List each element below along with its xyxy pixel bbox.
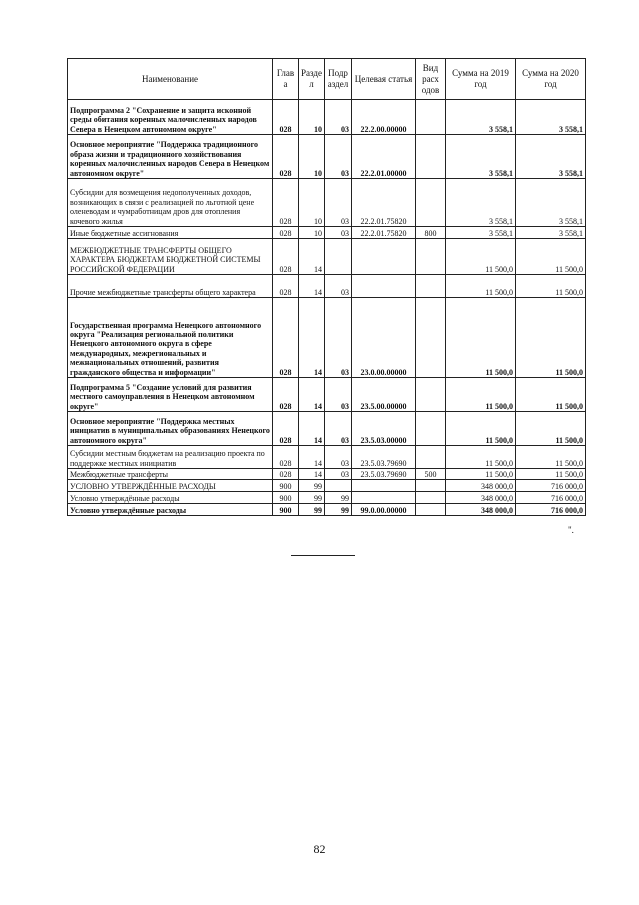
header-subsection: Подр аздел — [325, 59, 352, 100]
row-sum-2020: 716 000,0 — [516, 492, 586, 504]
row-target: 23.5.03.79690 — [352, 446, 416, 469]
row-subsection: 03 — [325, 412, 352, 446]
table-row — [68, 239, 586, 275]
row-target: 23.5.03.00000 — [352, 412, 416, 446]
row-name: Субсидии для возмещения недополученных доходов, возникающих в связи с реализацией по льготной цене оленеводам и чумработницам дров для отопления кочевого жилья — [68, 179, 273, 227]
row-kind — [416, 412, 446, 446]
row-name: Основное мероприятие "Поддержка традиционного образа жизни и традиционного хозяйствования коренных малочисленных народов Севера в Ненецком автономном округе" — [68, 135, 273, 179]
row-sum-2020: 11 500,0 — [516, 239, 586, 275]
row-target: 23.0.00.00000 — [352, 298, 416, 378]
row-chapter: 028 — [273, 239, 299, 275]
row-chapter: 028 — [273, 378, 299, 412]
row-sum-2020: 11 500,0 — [516, 378, 586, 412]
row-sum-2019: 3 558,1 — [446, 227, 516, 239]
row-target: 22.2.01.75820 — [352, 179, 416, 227]
row-kind — [416, 275, 446, 298]
row-chapter: 028 — [273, 446, 299, 469]
row-subsection: 03 — [325, 378, 352, 412]
row-sum-2019: 11 500,0 — [446, 239, 516, 275]
row-section: 10 — [299, 227, 325, 239]
header-sum-2019: Сумма на 2019 год — [446, 59, 516, 100]
row-name: Условно утверждённые расходы — [68, 492, 273, 504]
row-chapter: 900 — [273, 504, 299, 516]
row-kind — [416, 135, 446, 179]
row-kind — [416, 239, 446, 275]
row-sum-2020: 11 500,0 — [516, 469, 586, 480]
budget-table — [67, 58, 586, 516]
row-chapter: 028 — [273, 412, 299, 446]
row-subsection: 03 — [325, 298, 352, 378]
row-subsection: 03 — [325, 227, 352, 239]
row-section: 99 — [299, 480, 325, 492]
row-sum-2020: 3 558,1 — [516, 135, 586, 179]
row-kind — [416, 179, 446, 227]
row-kind — [416, 298, 446, 378]
row-sum-2020: 11 500,0 — [516, 446, 586, 469]
row-name: Субсидии местным бюджетам на реализацию проекта по поддержке местных инициатив — [68, 446, 273, 469]
row-section: 99 — [299, 504, 325, 516]
row-name: Подпрограмма 5 "Создание условий для развития местного самоуправления в Ненецком автономном округе" — [68, 378, 273, 412]
row-subsection: 03 — [325, 179, 352, 227]
row-subsection: 03 — [325, 135, 352, 179]
row-name: Условно утверждённые расходы — [68, 504, 273, 516]
row-sum-2019: 348 000,0 — [446, 504, 516, 516]
page-number: 82 — [313, 842, 326, 856]
row-chapter: 028 — [273, 298, 299, 378]
table-row — [68, 135, 586, 179]
row-name: УСЛОВНО УТВЕРЖДЁННЫЕ РАСХОДЫ — [68, 480, 273, 492]
header-name: Наименование — [68, 59, 273, 100]
row-sum-2020: 3 558,1 — [516, 179, 586, 227]
row-subsection — [325, 239, 352, 275]
row-subsection: 03 — [325, 100, 352, 135]
row-subsection: 03 — [325, 469, 352, 480]
row-subsection: 03 — [325, 446, 352, 469]
row-sum-2020: 716 000,0 — [516, 480, 586, 492]
row-section: 14 — [299, 298, 325, 378]
row-target: 23.5.03.79690 — [352, 469, 416, 480]
row-target: 23.5.00.00000 — [352, 378, 416, 412]
table-row — [68, 469, 586, 480]
row-name: Подпрограмма 2 "Сохранение и защита исконной среды обитания коренных малочисленных народов Севера в Ненецком автономном округе" — [68, 100, 273, 135]
row-section: 14 — [299, 469, 325, 480]
row-name: Государственная программа Ненецкого автономного округа "Реализация региональной политики Ненецкого автономного округа в сфере международных, межрегиональных и межнациональных отношений, развития гражданского общества и информации" — [68, 298, 273, 378]
row-chapter: 900 — [273, 492, 299, 504]
row-name: Межбюджетные трансферты — [68, 469, 273, 480]
row-sum-2019: 348 000,0 — [446, 480, 516, 492]
closing-quote-mark: ". — [568, 525, 574, 535]
row-chapter: 900 — [273, 480, 299, 492]
row-chapter: 028 — [273, 469, 299, 480]
row-target: 22.2.00.00000 — [352, 100, 416, 135]
header-kind: Вид расх одов — [416, 59, 446, 100]
row-subsection: 99 — [325, 492, 352, 504]
header-sum-2020: Сумма на 2020 год — [516, 59, 586, 100]
row-chapter: 028 — [273, 100, 299, 135]
row-sum-2019: 3 558,1 — [446, 179, 516, 227]
row-sum-2019: 348 000,0 — [446, 492, 516, 504]
row-chapter: 028 — [273, 275, 299, 298]
table-row — [68, 492, 586, 504]
table-row — [68, 480, 586, 492]
row-sum-2020: 3 558,1 — [516, 227, 586, 239]
header-chapter: Глав а — [273, 59, 299, 100]
row-target — [352, 492, 416, 504]
row-name: МЕЖБЮДЖЕТНЫЕ ТРАНСФЕРТЫ ОБЩЕГО ХАРАКТЕРА БЮДЖЕТАМ БЮДЖЕТНОЙ СИСТЕМЫ РОССИЙСКОЙ ФЕДЕРАЦИИ — [68, 239, 273, 275]
table-row — [68, 179, 586, 227]
divider-rule — [291, 555, 355, 556]
row-section: 14 — [299, 275, 325, 298]
table-row — [68, 227, 586, 239]
row-subsection: 99 — [325, 504, 352, 516]
row-sum-2020: 11 500,0 — [516, 298, 586, 378]
row-section: 10 — [299, 100, 325, 135]
header-target: Целевая статья — [352, 59, 416, 100]
row-kind — [416, 100, 446, 135]
row-sum-2019: 11 500,0 — [446, 446, 516, 469]
row-target — [352, 480, 416, 492]
table-row — [68, 378, 586, 412]
row-sum-2019: 3 558,1 — [446, 100, 516, 135]
row-target — [352, 275, 416, 298]
row-sum-2019: 11 500,0 — [446, 412, 516, 446]
row-sum-2019: 11 500,0 — [446, 469, 516, 480]
row-sum-2020: 3 558,1 — [516, 100, 586, 135]
row-section: 14 — [299, 378, 325, 412]
table-row — [68, 298, 586, 378]
row-sum-2019: 3 558,1 — [446, 135, 516, 179]
row-section: 99 — [299, 492, 325, 504]
row-kind: 500 — [416, 469, 446, 480]
row-chapter: 028 — [273, 227, 299, 239]
row-section: 14 — [299, 239, 325, 275]
row-kind: 800 — [416, 227, 446, 239]
header-row — [68, 59, 586, 100]
row-name: Прочие межбюджетные трансферты общего характера — [68, 275, 273, 298]
row-target: 22.2.01.75820 — [352, 227, 416, 239]
row-section: 10 — [299, 135, 325, 179]
table-row — [68, 100, 586, 135]
row-kind — [416, 446, 446, 469]
row-sum-2019: 11 500,0 — [446, 378, 516, 412]
row-section: 14 — [299, 446, 325, 469]
table-row — [68, 446, 586, 469]
row-sum-2019: 11 500,0 — [446, 275, 516, 298]
row-subsection — [325, 480, 352, 492]
table-row — [68, 275, 586, 298]
row-sum-2020: 11 500,0 — [516, 275, 586, 298]
row-target: 99.0.00.00000 — [352, 504, 416, 516]
row-kind — [416, 504, 446, 516]
row-target — [352, 239, 416, 275]
row-subsection: 03 — [325, 275, 352, 298]
row-kind — [416, 378, 446, 412]
row-kind — [416, 480, 446, 492]
table-row — [68, 412, 586, 446]
row-kind — [416, 492, 446, 504]
row-sum-2020: 716 000,0 — [516, 504, 586, 516]
row-chapter: 028 — [273, 179, 299, 227]
row-name: Основное мероприятие "Поддержка местных инициатив в муниципальных образованиях Ненецкого автономного округа" — [68, 412, 273, 446]
row-sum-2019: 11 500,0 — [446, 298, 516, 378]
row-section: 14 — [299, 412, 325, 446]
row-section: 10 — [299, 179, 325, 227]
row-name: Иные бюджетные ассигнования — [68, 227, 273, 239]
table-row — [68, 504, 586, 516]
header-section: Разде л — [299, 59, 325, 100]
row-target: 22.2.01.00000 — [352, 135, 416, 179]
row-sum-2020: 11 500,0 — [516, 412, 586, 446]
row-chapter: 028 — [273, 135, 299, 179]
